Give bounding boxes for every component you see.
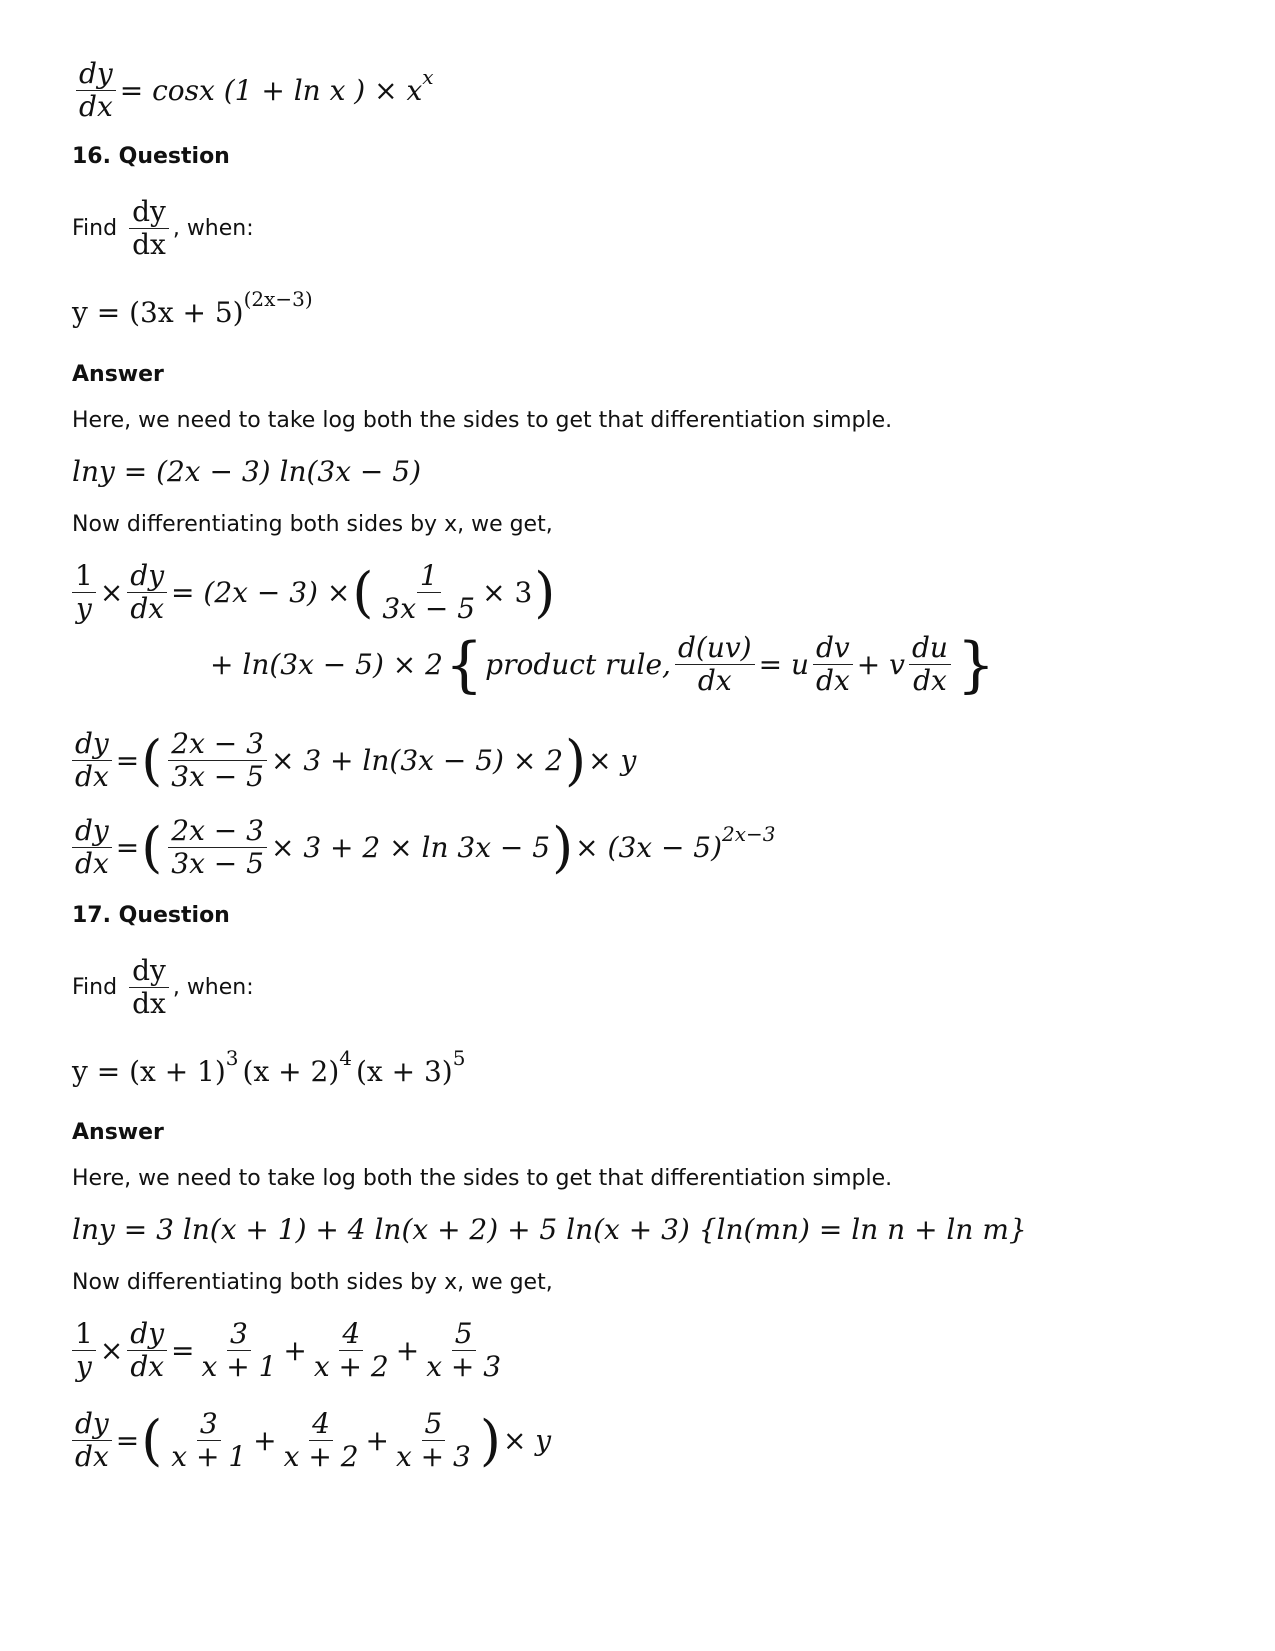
equation-superscript: x: [422, 64, 434, 89]
question-16-step-4: $\frac{dy}{dx}$ = ( $\frac{2x - 3}{3x - 5}$ × 3 + 2 × ln 3x − 5 ) × (3x − 5) 2x−3: [72, 815, 776, 880]
question-17-given-equation: y = (x + 1) 3 (x + 2) 4 (x + 3) 5: [72, 1045, 466, 1088]
equation-top-result: [72, 58, 434, 123]
question-17-differentiation-text: Now differentiating both sides by x, we get,: [72, 1270, 553, 1295]
fraction-dy-dx: $\frac{dy}{dx}$: [127, 1318, 167, 1383]
question-16-answer-label: Answer: [72, 362, 164, 387]
fraction-dy-dx: $\frac{dy}{dx}$: [127, 560, 167, 625]
question-17-log-equation: lny = 3 ln(x + 1) + 4 ln(x + 2) + 5 ln(x + 3) {ln(mn) = ln n + ln m}: [72, 1213, 1027, 1246]
fraction-one-over-3x-5: $\frac{1}{3x - 5}$: [382, 559, 476, 626]
question-16-log-equation: lny = (2x − 3) ln(3x − 5): [72, 455, 422, 488]
question-16-given-equation: y = (3x + 5) (2x−3): [72, 286, 313, 329]
fraction-3-over-x-1: $\frac{3}{x + 1}$: [171, 1407, 247, 1474]
question-16-step-1: $\frac{1}{y}$ × $\frac{dy}{dx}$ = (2x − 3) × ( $\frac{1}{3x - 5}$ × 3 ): [72, 560, 557, 625]
fraction-3-over-x-1: $\frac{3}{x + 1}$: [201, 1317, 277, 1384]
fraction-one-over-y: $\frac{1}{y}$: [72, 1318, 96, 1383]
question-16-differentiation-text: Now differentiating both sides by x, we get,: [72, 512, 553, 537]
fraction-4-over-x-2: $\frac{4}{x + 2}$: [283, 1407, 359, 1474]
fraction-dy-dx: $\frac{dy}{dx}$: [129, 196, 169, 261]
fraction-dy-dx: $\frac{dy}{dx}$: [76, 58, 116, 123]
fraction-5-over-x-3: $\frac{5}{x + 3}$: [426, 1317, 502, 1384]
question-16-intro-text: Here, we need to take log both the sides to get that differentiation simple.: [72, 408, 893, 433]
question-16-prompt: Find $\frac{dy}{dx}$ , when:: [72, 195, 254, 262]
fraction-4-over-x-2: $\frac{4}{x + 2}$: [313, 1317, 389, 1384]
question-17-heading: 17. Question: [72, 903, 230, 928]
fraction-dy-dx: $\frac{dy}{dx}$: [129, 955, 169, 1020]
fraction-dy-dx: $\frac{dy}{dx}$: [72, 1408, 112, 1473]
question-17-prompt: Find $\frac{dy}{dx}$ , when:: [72, 954, 254, 1021]
fraction-du-dx: $\frac{du}{dx}$: [909, 632, 951, 697]
fraction-one-over-y: $\frac{1}{y}$: [72, 560, 96, 625]
fraction-dy-dx: $\frac{dy}{dx}$: [72, 815, 112, 880]
fraction-dv-dx: $\frac{dv}{dx}$: [813, 632, 853, 697]
question-16-step-3: $\frac{dy}{dx}$ = ( $\frac{2x - 3}{3x - 5}$ × 3 + ln(3x − 5) × 2 ) × y: [72, 728, 636, 793]
question-17-intro-text: Here, we need to take log both the sides to get that differentiation simple.: [72, 1166, 893, 1191]
fraction-dy-dx: $\frac{dy}{dx}$: [72, 728, 112, 793]
question-17-step-2: $\frac{dy}{dx}$ = ( $\frac{3}{x + 1}$ + $\frac{4}{x + 2}$ + $\frac{5}{x + 3}$ ) × y: [72, 1408, 551, 1473]
question-16-step-2: + ln(3x − 5) × 2 { product rule, $\frac{d(uv)}{dx}$ = u $\frac{dv}{dx}$ + v $\frac{du}{dx}$ }: [210, 629, 996, 700]
question-16-heading: 16. Question: [72, 144, 230, 169]
question-17-answer-label: Answer: [72, 1120, 164, 1145]
fraction-duv-dx: $\frac{d(uv)}{dx}$: [675, 632, 755, 697]
fraction-2x-3-over-3x-5: $\frac{2x - 3}{3x - 5}$: [168, 728, 267, 793]
fraction-5-over-x-3: $\frac{5}{x + 3}$: [395, 1407, 471, 1474]
question-17-step-1: $\frac{1}{y}$ × $\frac{dy}{dx}$ = $\frac{3}{x + 1}$ + $\frac{4}{x + 2}$ + $\frac{5}{x + 3}$: [72, 1318, 508, 1383]
fraction-2x-3-over-3x-5: $\frac{2x - 3}{3x - 5}$: [168, 815, 267, 880]
equation-rhs: = cosx (1 + ln x ) × x: [119, 74, 423, 108]
